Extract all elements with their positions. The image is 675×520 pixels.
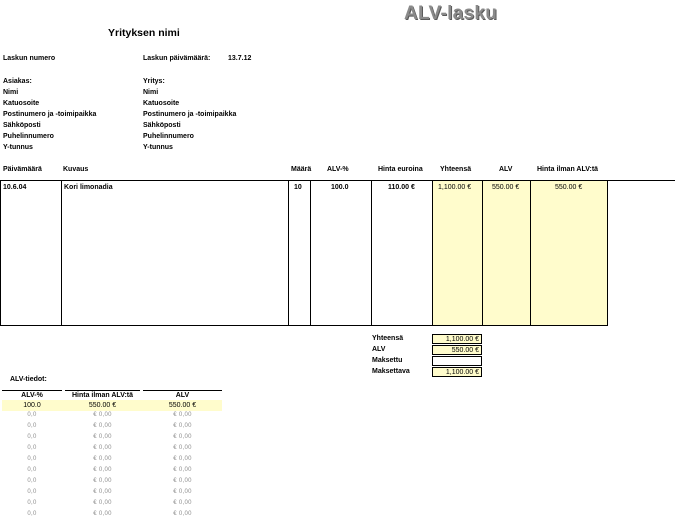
paid-label: Maksettu xyxy=(372,357,403,364)
col-divider xyxy=(432,180,433,326)
vat-summary-placeholder-cell: € 0,00 xyxy=(93,423,112,429)
vat-summary-vat: 550.00 € xyxy=(168,402,197,409)
vat-total-value: 550.00 € xyxy=(432,345,482,355)
item-unit-price: 110.00 € xyxy=(388,184,415,191)
invoice-number-label: Laskun numero xyxy=(3,55,56,62)
vat-summary-placeholder-cell: € 0,00 xyxy=(173,500,192,506)
vat-summary-header-percent: ALV-% xyxy=(2,390,62,402)
vat-summary-placeholder-cell: 0,0 xyxy=(27,434,37,440)
company-name: Yrityksen nimi xyxy=(108,27,180,39)
col-header-vat: ALV xyxy=(499,166,513,173)
vat-summary-placeholder-cell: € 0,00 xyxy=(93,489,112,495)
vat-summary-placeholder-cell: 0,0 xyxy=(27,456,37,462)
customer-block xyxy=(3,76,96,153)
customer-name: Nimi xyxy=(3,89,19,96)
col-divider xyxy=(310,180,311,326)
item-net: 550.00 € xyxy=(555,184,583,191)
vat-summary-placeholder-cell: € 0,00 xyxy=(173,423,192,429)
vat-summary-title: ALV-tiedot: xyxy=(10,376,47,383)
col-divider xyxy=(0,180,1,326)
customer-email: Sähköposti xyxy=(3,122,41,129)
vat-summary-header-vat: ALV xyxy=(143,390,222,402)
vat-summary-placeholder-cell: € 0,00 xyxy=(173,412,192,418)
company-name-field: Nimi xyxy=(143,89,159,96)
vat-total-label: ALV xyxy=(372,346,386,353)
customer-street: Katuosoite xyxy=(3,100,40,107)
customer-phone: Puhelinnumero xyxy=(3,133,54,140)
vat-summary-placeholder-cell: € 0,00 xyxy=(93,456,112,462)
table-top-rule xyxy=(0,180,675,181)
invoice-date-label: Laskun päivämäärä: xyxy=(143,55,211,62)
company-email: Sähköposti xyxy=(143,122,181,129)
company-block xyxy=(143,76,236,153)
vat-summary-header-net: Hinta ilman ALV:tä xyxy=(65,390,140,402)
customer-business-id: Y-tunnus xyxy=(3,144,33,151)
item-description: Kori limonadia xyxy=(64,184,113,191)
paid-value[interactable] xyxy=(432,356,482,366)
vat-summary-placeholder-cell: € 0,00 xyxy=(93,434,112,440)
due-value: 1,100.00 € xyxy=(432,367,482,377)
vat-summary-placeholder-cell: € 0,00 xyxy=(173,467,192,473)
vat-summary-placeholder-cell: € 0,00 xyxy=(173,445,192,451)
due-label: Maksettava xyxy=(372,368,410,375)
col-header-description: Kuvaus xyxy=(63,166,89,173)
company-phone: Puhelinnumero xyxy=(143,133,194,140)
table-bottom-rule xyxy=(0,325,607,326)
vat-summary-placeholder-cell: 0,0 xyxy=(27,412,37,418)
col-header-unit-price: Hinta euroina xyxy=(378,166,423,173)
invoice-date-value: 13.7.12 xyxy=(228,55,252,62)
vat-summary-placeholder-cell: € 0,00 xyxy=(173,489,192,495)
items-table xyxy=(0,180,675,326)
vat-summary-net: 550.00 € xyxy=(88,402,117,409)
document-title: ALV-lasku xyxy=(404,3,498,24)
vat-summary-placeholder-cell: € 0,00 xyxy=(173,478,192,484)
vat-summary-placeholder-cell: € 0,00 xyxy=(173,511,192,517)
vat-summary-placeholder-cell: 0,0 xyxy=(27,489,37,495)
item-quantity: 10 xyxy=(294,184,302,191)
col-header-date: Päivämäärä xyxy=(3,166,42,173)
vat-summary-placeholder-cell: € 0,00 xyxy=(93,445,112,451)
col-header-vat-percent: ALV-% xyxy=(327,166,349,173)
customer-heading: Asiakas: xyxy=(3,78,32,85)
item-date: 10.6.04 xyxy=(3,184,27,191)
col-divider xyxy=(61,180,62,326)
col-header-total: Yhteensä xyxy=(440,166,472,173)
vat-summary-placeholder-cell: € 0,00 xyxy=(173,456,192,462)
vat-summary-placeholder-cell: € 0,00 xyxy=(93,500,112,506)
vat-summary-placeholder-cell: € 0,00 xyxy=(93,412,112,418)
company-postal: Postinumero ja -toimipaikka xyxy=(143,111,237,118)
item-vat: 550.00 € xyxy=(492,184,520,191)
col-header-net: Hinta ilman ALV:tä xyxy=(537,166,599,173)
total-value: 1,100.00 € xyxy=(432,334,482,344)
vat-summary-placeholder-cell: 0,0 xyxy=(27,445,37,451)
vat-summary-placeholder-cell: 0,0 xyxy=(27,478,37,484)
customer-postal: Postinumero ja -toimipaikka xyxy=(3,111,97,118)
col-divider xyxy=(371,180,372,326)
total-label: Yhteensä xyxy=(372,335,404,342)
item-total: 1,100.00 € xyxy=(438,184,472,191)
col-header-quantity: Määrä xyxy=(291,166,312,173)
vat-summary-placeholder-cell: € 0,00 xyxy=(173,434,192,440)
vat-summary-placeholder-cell: 0,0 xyxy=(27,423,37,429)
vat-summary-percent: 100.0 xyxy=(23,402,41,409)
company-heading: Yritys: xyxy=(143,78,165,85)
vat-summary-placeholder-cell: 0,0 xyxy=(27,511,37,517)
vat-summary-placeholder-cell: € 0,00 xyxy=(93,478,112,484)
col-divider xyxy=(530,180,531,326)
col-divider xyxy=(607,180,608,326)
vat-summary-placeholder-cell: 0,0 xyxy=(27,500,37,506)
vat-summary-placeholder-cell: € 0,00 xyxy=(93,511,112,517)
company-business-id: Y-tunnus xyxy=(143,144,173,151)
highlight-area xyxy=(432,181,607,326)
item-vat-percent: 100.0 xyxy=(331,184,349,191)
vat-summary-placeholder-cell: € 0,00 xyxy=(93,467,112,473)
company-street: Katuosoite xyxy=(143,100,180,107)
vat-summary-placeholder-cell: 0,0 xyxy=(27,467,37,473)
col-divider xyxy=(482,180,483,326)
col-divider xyxy=(288,180,289,326)
